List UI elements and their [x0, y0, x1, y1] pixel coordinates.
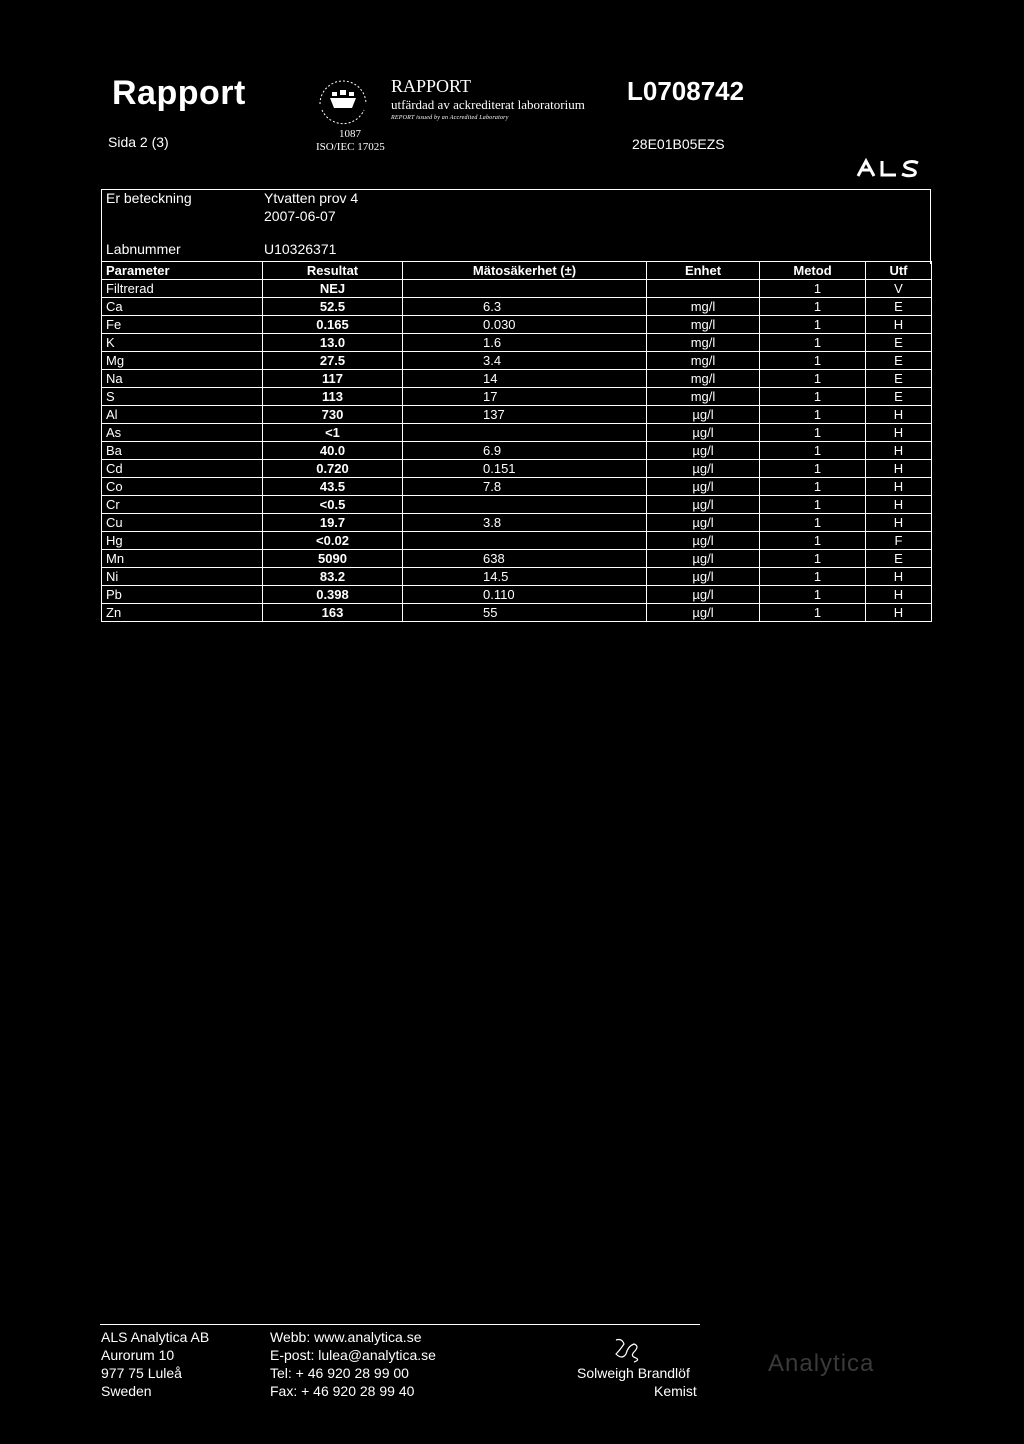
- cell-method: 1: [760, 532, 866, 550]
- accreditation-english: REPORT issued by an Accredited Laboratory: [391, 115, 509, 121]
- cell-utf: F: [866, 532, 932, 550]
- cell-result: 43.5: [263, 478, 403, 496]
- cell-uncertainty: 137: [403, 406, 647, 424]
- cell-method: 1: [760, 370, 866, 388]
- table-row: [102, 280, 932, 298]
- table-row: [102, 532, 932, 550]
- table-row: [102, 316, 932, 334]
- table-row: [102, 514, 932, 532]
- cell-parameter: Mg: [102, 352, 263, 370]
- cell-parameter: Hg: [102, 532, 263, 550]
- cell-utf: H: [866, 496, 932, 514]
- cell-parameter: Fe: [102, 316, 263, 334]
- table-row: [102, 388, 932, 406]
- cell-utf: E: [866, 334, 932, 352]
- cell-result: 19.7: [263, 514, 403, 532]
- cell-uncertainty: 1.6: [403, 334, 647, 352]
- cell-uncertainty: 6.9: [403, 442, 647, 460]
- cell-result: 117: [263, 370, 403, 388]
- cell-unit: µg/l: [647, 460, 760, 478]
- cell-unit: µg/l: [647, 442, 760, 460]
- cell-utf: E: [866, 388, 932, 406]
- col-header-unit: Enhet: [647, 262, 760, 280]
- table-row: [102, 550, 932, 568]
- cell-result: 40.0: [263, 442, 403, 460]
- cell-uncertainty: 3.8: [403, 514, 647, 532]
- cell-utf: V: [866, 280, 932, 298]
- report-code: 28E01B05EZS: [632, 136, 725, 152]
- cell-parameter: Na: [102, 370, 263, 388]
- cell-utf: H: [866, 604, 932, 622]
- cell-unit: [647, 280, 760, 298]
- company-contact: [270, 1328, 436, 1400]
- col-header-parameter: Parameter: [102, 262, 263, 280]
- cell-parameter: Pb: [102, 586, 263, 604]
- contact-web: Webb: www.analytica.se: [270, 1329, 422, 1345]
- cell-method: 1: [760, 388, 866, 406]
- company-address: [101, 1328, 209, 1400]
- contact-email: E-post: lulea@analytica.se: [270, 1347, 436, 1363]
- cell-utf: H: [866, 442, 932, 460]
- contact-phone: Tel: + 46 920 28 99 00: [270, 1365, 409, 1381]
- cell-uncertainty: 7.8: [403, 478, 647, 496]
- table-row: [102, 604, 932, 622]
- labnumber-value: U10326371: [264, 241, 337, 257]
- cell-method: 1: [760, 478, 866, 496]
- cell-unit: µg/l: [647, 406, 760, 424]
- cell-parameter: Zn: [102, 604, 263, 622]
- cell-utf: H: [866, 514, 932, 532]
- cell-uncertainty: [403, 424, 647, 442]
- cell-unit: mg/l: [647, 316, 760, 334]
- table-row: [102, 334, 932, 352]
- company-city: 977 75 Luleå: [101, 1365, 182, 1381]
- cell-uncertainty: [403, 532, 647, 550]
- results-body: [102, 280, 932, 622]
- swedac-seal-icon: [312, 74, 374, 132]
- cell-parameter: Ba: [102, 442, 263, 460]
- cell-utf: H: [866, 586, 932, 604]
- cell-utf: H: [866, 478, 932, 496]
- cell-result: 5090: [263, 550, 403, 568]
- table-row: [102, 352, 932, 370]
- cell-unit: mg/l: [647, 352, 760, 370]
- cell-unit: mg/l: [647, 334, 760, 352]
- cell-parameter: As: [102, 424, 263, 442]
- cell-unit: µg/l: [647, 478, 760, 496]
- cell-utf: E: [866, 352, 932, 370]
- cell-result: 52.5: [263, 298, 403, 316]
- cell-method: 1: [760, 442, 866, 460]
- cell-unit: µg/l: [647, 514, 760, 532]
- cell-utf: H: [866, 316, 932, 334]
- cell-method: 1: [760, 550, 866, 568]
- cell-method: 1: [760, 298, 866, 316]
- cell-parameter: Ca: [102, 298, 263, 316]
- table-row: [102, 370, 932, 388]
- sample-date: 2007-06-07: [264, 208, 336, 224]
- cell-method: 1: [760, 352, 866, 370]
- cell-utf: H: [866, 406, 932, 424]
- company-street: Aurorum 10: [101, 1347, 175, 1363]
- company-country: Sweden: [101, 1383, 152, 1399]
- cell-uncertainty: [403, 496, 647, 514]
- cell-uncertainty: 6.3: [403, 298, 647, 316]
- col-header-method: Metod: [760, 262, 866, 280]
- signer-title: Kemist: [654, 1383, 697, 1399]
- table-row: [102, 586, 932, 604]
- seal-number: 1087: [339, 128, 361, 140]
- footer-divider: [100, 1324, 700, 1325]
- cell-method: 1: [760, 280, 866, 298]
- cell-uncertainty: 3.4: [403, 352, 647, 370]
- table-row: [102, 442, 932, 460]
- cell-uncertainty: 0.030: [403, 316, 647, 334]
- cell-result: 13.0: [263, 334, 403, 352]
- designation-label: Er beteckning: [106, 190, 192, 206]
- cell-unit: µg/l: [647, 604, 760, 622]
- cell-parameter: Co: [102, 478, 263, 496]
- table-header-row: [102, 262, 932, 280]
- labnumber-label: Labnummer: [106, 241, 181, 257]
- cell-parameter: Al: [102, 406, 263, 424]
- cell-uncertainty: 55: [403, 604, 647, 622]
- cell-unit: µg/l: [647, 586, 760, 604]
- cell-result: <1: [263, 424, 403, 442]
- table-row: [102, 406, 932, 424]
- cell-result: 163: [263, 604, 403, 622]
- table-row: [102, 496, 932, 514]
- accreditation-title: RAPPORT: [391, 76, 471, 96]
- cell-unit: µg/l: [647, 532, 760, 550]
- cell-utf: H: [866, 460, 932, 478]
- cell-uncertainty: [403, 280, 647, 298]
- cell-method: 1: [760, 514, 866, 532]
- cell-result: 113: [263, 388, 403, 406]
- accreditation-subtitle: utfärdad av ackrediterat laboratorium: [391, 97, 585, 112]
- seal-standard: ISO/IEC 17025: [316, 141, 385, 153]
- cell-result: 730: [263, 406, 403, 424]
- cell-utf: H: [866, 424, 932, 442]
- col-header-result: Resultat: [263, 262, 403, 280]
- cell-utf: E: [866, 370, 932, 388]
- cell-unit: mg/l: [647, 370, 760, 388]
- cell-utf: E: [866, 298, 932, 316]
- cell-result: 0.165: [263, 316, 403, 334]
- page-number: Sida 2 (3): [108, 134, 169, 150]
- cell-result: 0.398: [263, 586, 403, 604]
- designation-value: Ytvatten prov 4: [264, 190, 359, 206]
- sample-info-frame: [101, 189, 931, 264]
- cell-method: 1: [760, 316, 866, 334]
- cell-parameter: K: [102, 334, 263, 352]
- cell-parameter: Filtrerad: [102, 280, 263, 298]
- cell-method: 1: [760, 586, 866, 604]
- company-name: ALS Analytica AB: [101, 1329, 210, 1345]
- cell-unit: µg/l: [647, 496, 760, 514]
- cell-uncertainty: 0.151: [403, 460, 647, 478]
- cell-unit: µg/l: [647, 424, 760, 442]
- results-table: [101, 261, 932, 622]
- cell-method: 1: [760, 604, 866, 622]
- cell-method: 1: [760, 496, 866, 514]
- cell-uncertainty: 14.5: [403, 568, 647, 586]
- cell-method: 1: [760, 424, 866, 442]
- cell-utf: H: [866, 568, 932, 586]
- cell-parameter: Cr: [102, 496, 263, 514]
- cell-method: 1: [760, 406, 866, 424]
- cell-parameter: Cd: [102, 460, 263, 478]
- cell-result: <0.02: [263, 532, 403, 550]
- als-logo: [856, 158, 928, 178]
- cell-parameter: Cu: [102, 514, 263, 532]
- cell-method: 1: [760, 460, 866, 478]
- cell-unit: µg/l: [647, 550, 760, 568]
- report-title: Rapport: [112, 74, 246, 112]
- cell-parameter: Ni: [102, 568, 263, 586]
- cell-parameter: S: [102, 388, 263, 406]
- cell-result: 0.720: [263, 460, 403, 478]
- signature-mark: [612, 1336, 642, 1364]
- cell-unit: µg/l: [647, 568, 760, 586]
- cell-uncertainty: 17: [403, 388, 647, 406]
- table-row: [102, 424, 932, 442]
- signer-name: Solweigh Brandlöf: [577, 1365, 690, 1381]
- cell-result: NEJ: [263, 280, 403, 298]
- cell-uncertainty: 638: [403, 550, 647, 568]
- cell-method: 1: [760, 334, 866, 352]
- table-row: [102, 568, 932, 586]
- col-header-utf: Utf: [866, 262, 932, 280]
- analytica-logo: Analytica: [768, 1350, 875, 1377]
- cell-unit: mg/l: [647, 298, 760, 316]
- table-row: [102, 478, 932, 496]
- cell-result: <0.5: [263, 496, 403, 514]
- col-header-uncertainty: Mätosäkerhet (±): [403, 262, 647, 280]
- cell-result: 27.5: [263, 352, 403, 370]
- cell-uncertainty: 0.110: [403, 586, 647, 604]
- contact-fax: Fax: + 46 920 28 99 40: [270, 1383, 415, 1399]
- cell-unit: mg/l: [647, 388, 760, 406]
- table-row: [102, 298, 932, 316]
- table-row: [102, 460, 932, 478]
- cell-utf: E: [866, 550, 932, 568]
- cell-result: 83.2: [263, 568, 403, 586]
- report-number: L0708742: [627, 76, 745, 106]
- cell-parameter: Mn: [102, 550, 263, 568]
- cell-uncertainty: 14: [403, 370, 647, 388]
- cell-method: 1: [760, 568, 866, 586]
